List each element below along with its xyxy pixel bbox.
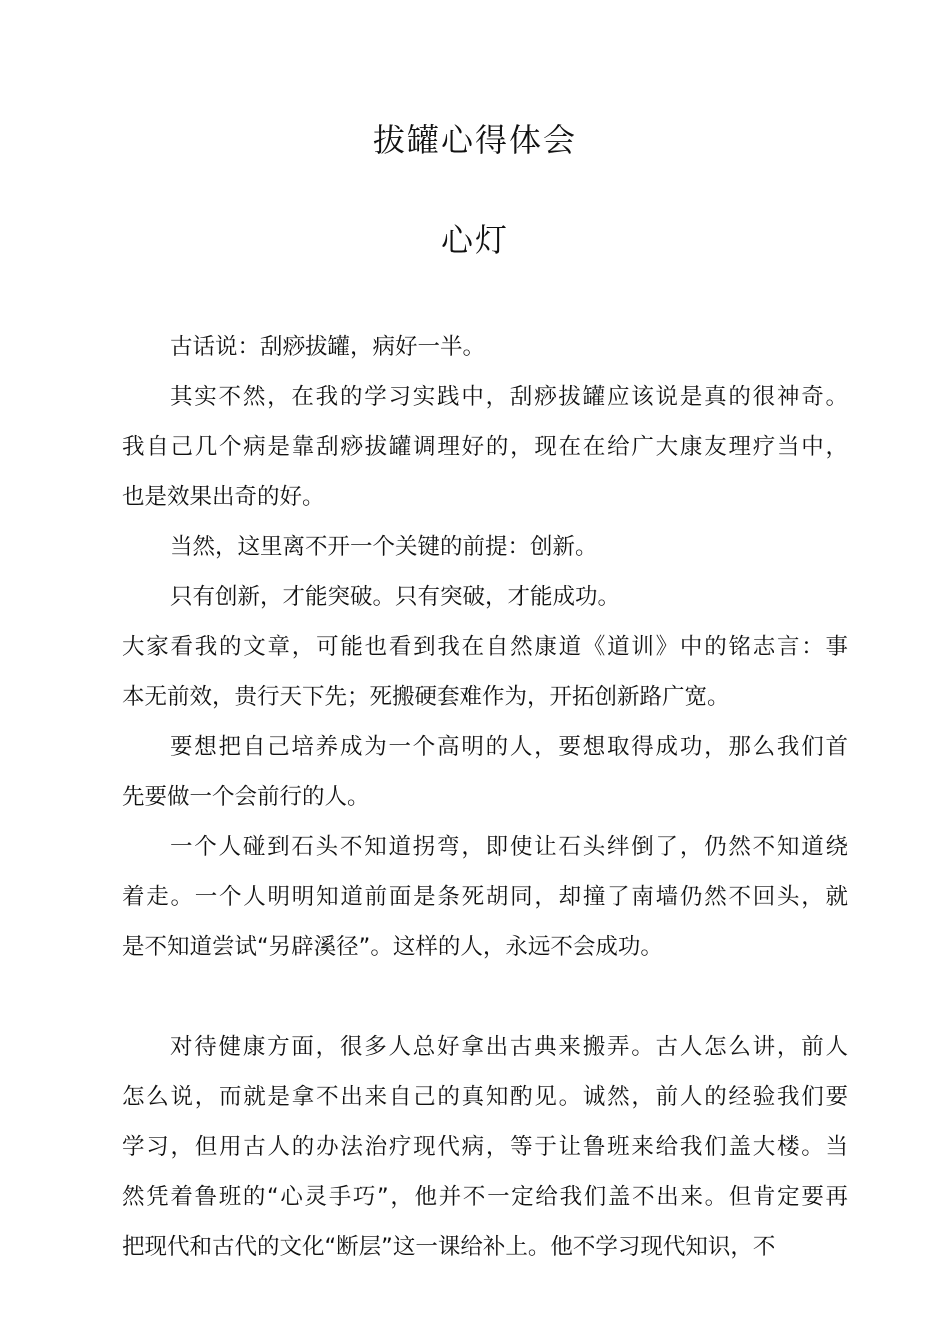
paragraph-gap	[122, 972, 848, 1022]
paragraph-line: 要想把自己培养成为一个高明的人，要想取得成功，那么我们首	[170, 734, 848, 760]
document-title: 拔罐心得体会	[372, 121, 577, 159]
paragraph	[122, 372, 848, 522]
paragraph	[122, 1022, 848, 1272]
paragraph-line: 然凭着鲁班的“心灵手巧”，他并不一定给我们盖不出来。但肯定要再	[122, 1184, 848, 1210]
paragraph-line: 是不知道尝试“另辟溪径”。这样的人，永远不会成功。	[122, 934, 663, 960]
paragraph-line: 当然，这里离不开一个关键的前提：创新。	[170, 534, 598, 560]
paragraph	[122, 572, 848, 622]
paragraph-line: 只有创新，才能突破。只有突破，才能成功。	[170, 584, 621, 610]
document-author: 心灯	[440, 221, 509, 259]
paragraph-line: 一个人碰到石头不知道拐弯，即使让石头绊倒了，仍然不知道绕	[170, 834, 848, 860]
paragraph-line: 学习，但用古人的办法治疗现代病，等于让鲁班来给我们盖大楼。当	[122, 1134, 848, 1160]
paragraph	[122, 522, 848, 572]
paragraph	[122, 622, 848, 722]
paragraph-line: 怎么说，而就是拿不出来自己的真知酌见。诚然，前人的经验我们要	[122, 1084, 848, 1110]
paragraph-line: 对待健康方面，很多人总好拿出古典来搬弄。古人怎么讲，前人	[170, 1034, 848, 1060]
paragraph	[122, 322, 848, 372]
paragraph-line: 本无前效，贵行天下先；死搬硬套难作为，开拓创新路广宽。	[122, 684, 730, 710]
paragraph	[122, 722, 848, 822]
paragraph-line: 把现代和古代的文化“断层”这一课给补上。他不学习现代知识，不	[122, 1234, 776, 1260]
paragraph-line: 着走。一个人明明知道前面是条死胡同，却撞了南墙仍然不回头，就	[122, 884, 848, 910]
paragraph-line: 古话说：刮痧拔罐，病好一半。	[170, 334, 486, 360]
document-body	[122, 322, 848, 1272]
paragraph-line: 其实不然，在我的学习实践中，刮痧拔罐应该说是真的很神奇。	[170, 384, 848, 410]
paragraph-line: 大家看我的文章，可能也看到我在自然康道《道训》中的铭志言：事	[122, 634, 848, 660]
paragraph-line: 我自己几个病是靠刮痧拔罐调理好的，现在在给广大康友理疗当中，	[122, 434, 848, 460]
paragraph-line: 先要做一个会前行的人。	[122, 784, 370, 810]
paragraph	[122, 822, 848, 972]
paragraph-line: 也是效果出奇的好。	[122, 484, 325, 510]
